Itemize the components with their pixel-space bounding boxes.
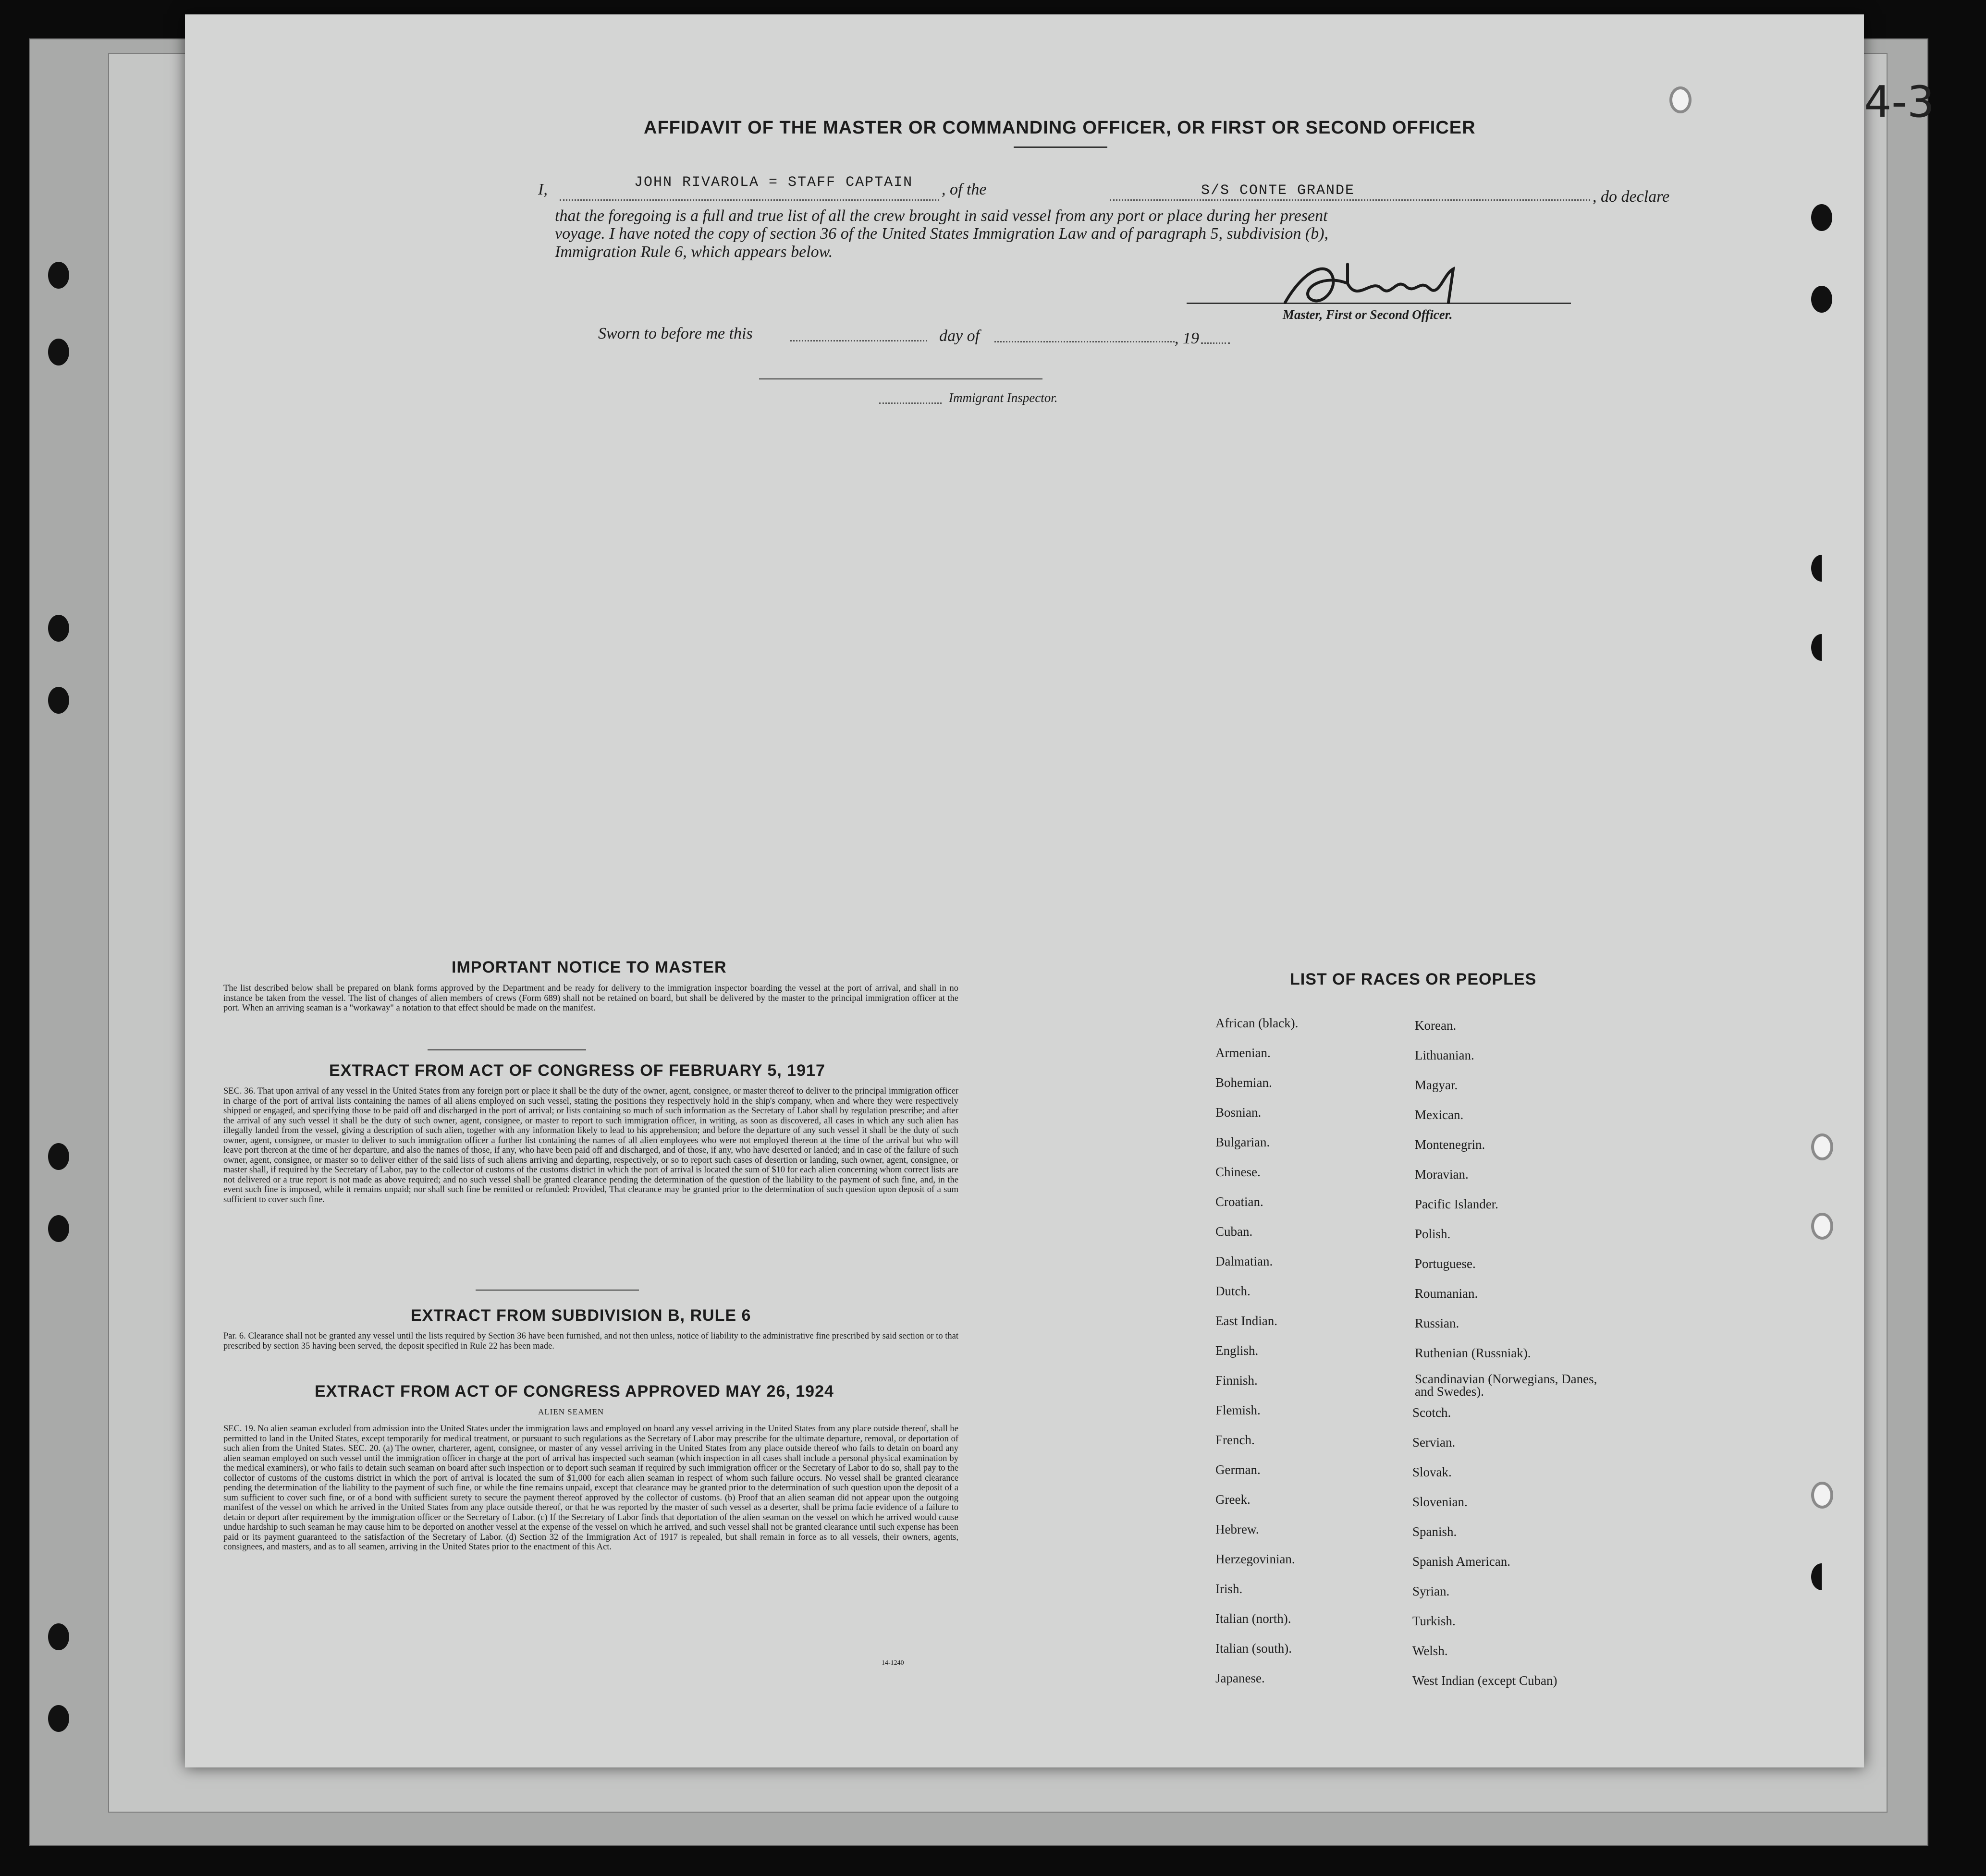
race-item: Syrian.	[1412, 1584, 1450, 1598]
binder-hole	[48, 262, 69, 289]
extract-1924-text: SEC. 19. No alien seaman excluded from admission into the United States under the immigration laws and employed on board any vessel arriving in the United States from any place outside thereof, shall be permitted to land in the United States, except temporarily for medical treatment, or pursuant to such regulations as the Secretary of Labor may prescribe for the ultimate departure, removal, or deportation of such alien from the United States. SEC. 20. (a) The owner, charterer, agent, consignee, or master of any vessel arriving in the United States from any place outside thereof who fails to detain on board any alien seaman employed on such vessel until the immigration officer in charge at the port of arrival has inspected such seaman (which inspection in all cases shall include a personal physical examination by the medical examiners), or who fails to detain such seaman on board after such inspection or to deport such seaman if required by such immigration officer or the Secretary of Labor to do so, shall pay to the collector of customs of the customs district in which the port of arrival is located the sum of $1,000 for each alien seaman in respect of whom such failure occurs. No vessel shall be granted clearance pending the determination of the liability to the payment of such fine, or while the fine remains unpaid, except that clearance may be granted prior to the determination of such question upon the deposit of a sum sufficient to cover such fine, or of a bond with sufficient surety to secure the payment thereof approved by the collector of customs. (b) Proof that an alien seaman did not appear upon the outgoing manifest of the vessel on which he arrived in the United States from any place outside thereof, or that he was reported by the master of such vessel as a deserter, shall be prima facie evidence of a failure to detain or deport after requirement by the immigration officer or the Secretary of Labor. (c) If the Secretary of Labor finds that deportation of the alien seaman on the vessel on which he arrived would cause undue hardship to such seaman he may cause him to be deported on another vessel at the expense of the vessel on which he arrived, and such vessel shall not be granted clearance until such expense has been paid or its payment guaranteed to the satisfaction of the Secretary of Labor. (d) Section 32 of the Immigration Act of 1917 is repealed, but shall remain in force as to all vessels, their owners, agents, consignees, and masters, and as to all seamen, arriving in the United States prior to the enactment of this Act.	[223, 1424, 958, 1552]
section-divider	[476, 1290, 639, 1291]
race-item: Greek.	[1215, 1492, 1250, 1507]
race-item: Russian.	[1415, 1316, 1459, 1330]
race-item: Portuguese.	[1415, 1256, 1476, 1271]
notice-title: IMPORTANT NOTICE TO MASTER	[452, 958, 727, 976]
race-item: German.	[1215, 1462, 1261, 1477]
binder-hole	[48, 1143, 69, 1170]
binder-hole	[1811, 204, 1832, 231]
race-item: Scotch.	[1412, 1405, 1451, 1420]
binder-hole	[48, 1215, 69, 1242]
officer-name-blank	[560, 199, 939, 201]
of-the-label: , of the	[942, 181, 987, 198]
extract-1924-title: EXTRACT FROM ACT OF CONGRESS APPROVED MAY 26, 1924	[315, 1382, 834, 1401]
race-item: Italian (south).	[1215, 1641, 1292, 1656]
race-item: Spanish American.	[1412, 1554, 1510, 1569]
notice-text: The list described below shall be prepared on blank forms approved by the Department and be ready for delivery to the immigration inspector boarding the vessel at the port of arrival, and shall in no instance be taken from the vessel. The list of changes of alien members of crews (Form 689) shall not be retained on board, but shall be delivered by the master to the principal immigration officer at the port. When an arriving seaman is a "workaway" a notation to that effect should be made on the manifest.	[223, 984, 958, 1013]
race-item: Italian (north).	[1215, 1611, 1291, 1626]
race-item: Slovak.	[1412, 1465, 1452, 1479]
race-item: Montenegrin.	[1415, 1137, 1485, 1152]
inspector-caption: Immigrant Inspector.	[949, 390, 1058, 405]
race-item: Croatian.	[1215, 1194, 1263, 1209]
officer-name: JOHN RIVAROLA = STAFF CAPTAIN	[634, 174, 913, 191]
race-item: Roumanian.	[1415, 1286, 1478, 1301]
title-underline	[1014, 146, 1107, 148]
race-item: Bohemian.	[1215, 1075, 1272, 1090]
binder-hole	[1811, 634, 1832, 661]
race-item: Scandinavian (Norwegians, Danes, and Swedes).	[1415, 1372, 1597, 1399]
race-item: Cuban.	[1215, 1224, 1253, 1239]
vessel-name-blank	[1110, 199, 1590, 201]
do-declare-label: , do declare	[1593, 188, 1670, 206]
race-item: Slovenian.	[1412, 1495, 1468, 1509]
day-of-label: day of	[939, 327, 980, 345]
race-item: Servian.	[1412, 1435, 1456, 1450]
races-title: LIST OF RACES OR PEOPLES	[1290, 970, 1537, 988]
race-item: Chinese.	[1215, 1165, 1261, 1179]
race-item: Magyar.	[1415, 1078, 1458, 1092]
race-item: English.	[1215, 1343, 1259, 1358]
binder-hole	[48, 687, 69, 714]
alien-seamen-subtitle: ALIEN SEAMEN	[538, 1407, 604, 1416]
affidavit-page	[185, 14, 1864, 1767]
rule6-text: Par. 6. Clearance shall not be granted any vessel until the lists required by Section 36 have been furnished, and not then unless, notice of liability to the administrative fine prescribed by said section or to that prescribed by section 35 having been served, the deposit specified in Rule 22 has been made.	[223, 1331, 958, 1351]
year-label: , 19	[1175, 329, 1199, 347]
grommet-hole	[1811, 1213, 1833, 1240]
rule6-title: EXTRACT FROM SUBDIVISION B, RULE 6	[411, 1306, 751, 1325]
race-item: Welsh.	[1412, 1644, 1448, 1658]
inspector-signature-line	[759, 378, 1042, 379]
binder-hole	[48, 1705, 69, 1732]
sworn-prefix: Sworn to before me this	[598, 325, 753, 342]
binder-hole	[48, 339, 69, 365]
race-item: Bulgarian.	[1215, 1135, 1270, 1149]
sworn-day-blank	[790, 340, 927, 341]
race-item: West Indian (except Cuban)	[1412, 1673, 1557, 1688]
sworn-year-blank	[1201, 342, 1230, 344]
race-item: Armenian.	[1215, 1046, 1271, 1060]
race-item: Dalmatian.	[1215, 1254, 1273, 1268]
inspector-dots	[879, 402, 942, 404]
race-item: Dutch.	[1215, 1284, 1250, 1298]
grommet-hole	[1669, 86, 1692, 113]
race-item: Bosnian.	[1215, 1105, 1262, 1120]
binder-hole	[48, 1623, 69, 1650]
race-item: Pacific Islander.	[1415, 1197, 1498, 1211]
form-number: 14-1240	[882, 1659, 904, 1667]
extract-1917-text: SEC. 36. That upon arrival of any vessel in the United States from any foreign port or place it shall be the duty of the owner, agent, consignee, or master thereof to deliver to the principal immigration officer in charge of the port of arrival lists containing the names of all aliens employed on such vessel, stating the positions they respectively hold in the ship's company, when and where they were respectively shipped or engaged, and specifying those to be paid off and discharged in the port of arrival; or lists containing so much of such information as the Secretary of Labor shall by regulation prescribe; and after the arrival of any such vessel it shall be the duty of such owner, agent, consignee, or master to report to such immigration officer, in writing, as soon as discovered, all cases in which any such alien has illegally landed from the vessel, giving a description of such alien, together with any information likely to lead to his apprehension; and before the departure of any such vessel it shall be the duty of such owner, agent, consignee, or master to deliver to such immigration officer a further list containing the names of all alien employees who were not employed thereon at the time of the arrival but who will leave port thereon at the time of her departure, and also the names of those, if any, who have been paid off and discharged, and of those, if any, who have deserted or landed; and in case of the failure of such owner, agent, consignee, or master so to deliver either of the said lists of such aliens arriving and departing, respectively, or so to report such cases of desertion or landing, such owner, agent, consignee, or master shall, if required by the Secretary of Labor, pay to the collector of customs of the customs district in which the port of arrival is located the sum of $10 for each alien concerning whom correct lists are not delivered or a true report is not made as above required; and no such vessel shall be granted clearance pending the determination of the question of the liability to the payment of such fine, and, in the event such fine is imposed, while it remains unpaid; nor shall such fine be remitted or refunded: Provided, That clearance may be granted prior to the determination of such question upon deposit of a sum sufficient to cover such fine.	[223, 1086, 958, 1205]
race-item: Polish.	[1415, 1227, 1451, 1241]
affidavit-line-2: that the foregoing is a full and true list of all the crew brought in said vessel from any port or place during her present	[555, 207, 1328, 225]
race-item: Korean.	[1415, 1018, 1457, 1033]
grommet-hole	[1811, 1133, 1833, 1160]
race-item: Turkish.	[1412, 1614, 1456, 1628]
race-item: African (black).	[1215, 1016, 1299, 1030]
section-divider	[428, 1049, 586, 1050]
extract-1917-title: EXTRACT FROM ACT OF CONGRESS OF FEBRUARY 5, 1917	[329, 1061, 825, 1080]
race-item: Finnish.	[1215, 1373, 1258, 1388]
affidavit-prefix: I,	[538, 181, 548, 198]
race-item: Herzegovinian.	[1215, 1552, 1295, 1566]
sworn-month-blank	[994, 341, 1175, 342]
race-item: French.	[1215, 1433, 1255, 1447]
race-item: East Indian.	[1215, 1314, 1277, 1328]
binder-hole	[1811, 555, 1832, 582]
affidavit-line-3: voyage. I have noted the copy of section 36 of the United States Immigration Law and of paragraph 5, subdivision (b),	[555, 225, 1329, 243]
corner-mark: 4-3	[1864, 77, 1935, 127]
affidavit-line-4: Immigration Rule 6, which appears below.	[555, 243, 833, 261]
race-item: Spanish.	[1412, 1524, 1457, 1539]
race-item: Lithuanian.	[1415, 1048, 1474, 1062]
race-item: Mexican.	[1415, 1108, 1464, 1122]
race-item: Irish.	[1215, 1582, 1243, 1596]
grommet-hole	[1811, 1482, 1833, 1509]
race-item: Flemish.	[1215, 1403, 1261, 1417]
race-item: Japanese.	[1215, 1671, 1265, 1685]
signature-caption: Master, First or Second Officer.	[1283, 307, 1453, 322]
race-item: Ruthenian (Russniak).	[1415, 1346, 1531, 1360]
binder-hole	[48, 615, 69, 642]
race-item: Moravian.	[1415, 1167, 1469, 1182]
race-item: Hebrew.	[1215, 1522, 1259, 1536]
binder-hole	[1811, 286, 1832, 313]
vessel-name: S/S CONTE GRANDE	[1201, 183, 1355, 199]
affidavit-title: AFFIDAVIT OF THE MASTER OR COMMANDING OFFICER, OR FIRST OR SECOND OFFICER	[644, 118, 1476, 138]
binder-hole	[1811, 1563, 1832, 1590]
